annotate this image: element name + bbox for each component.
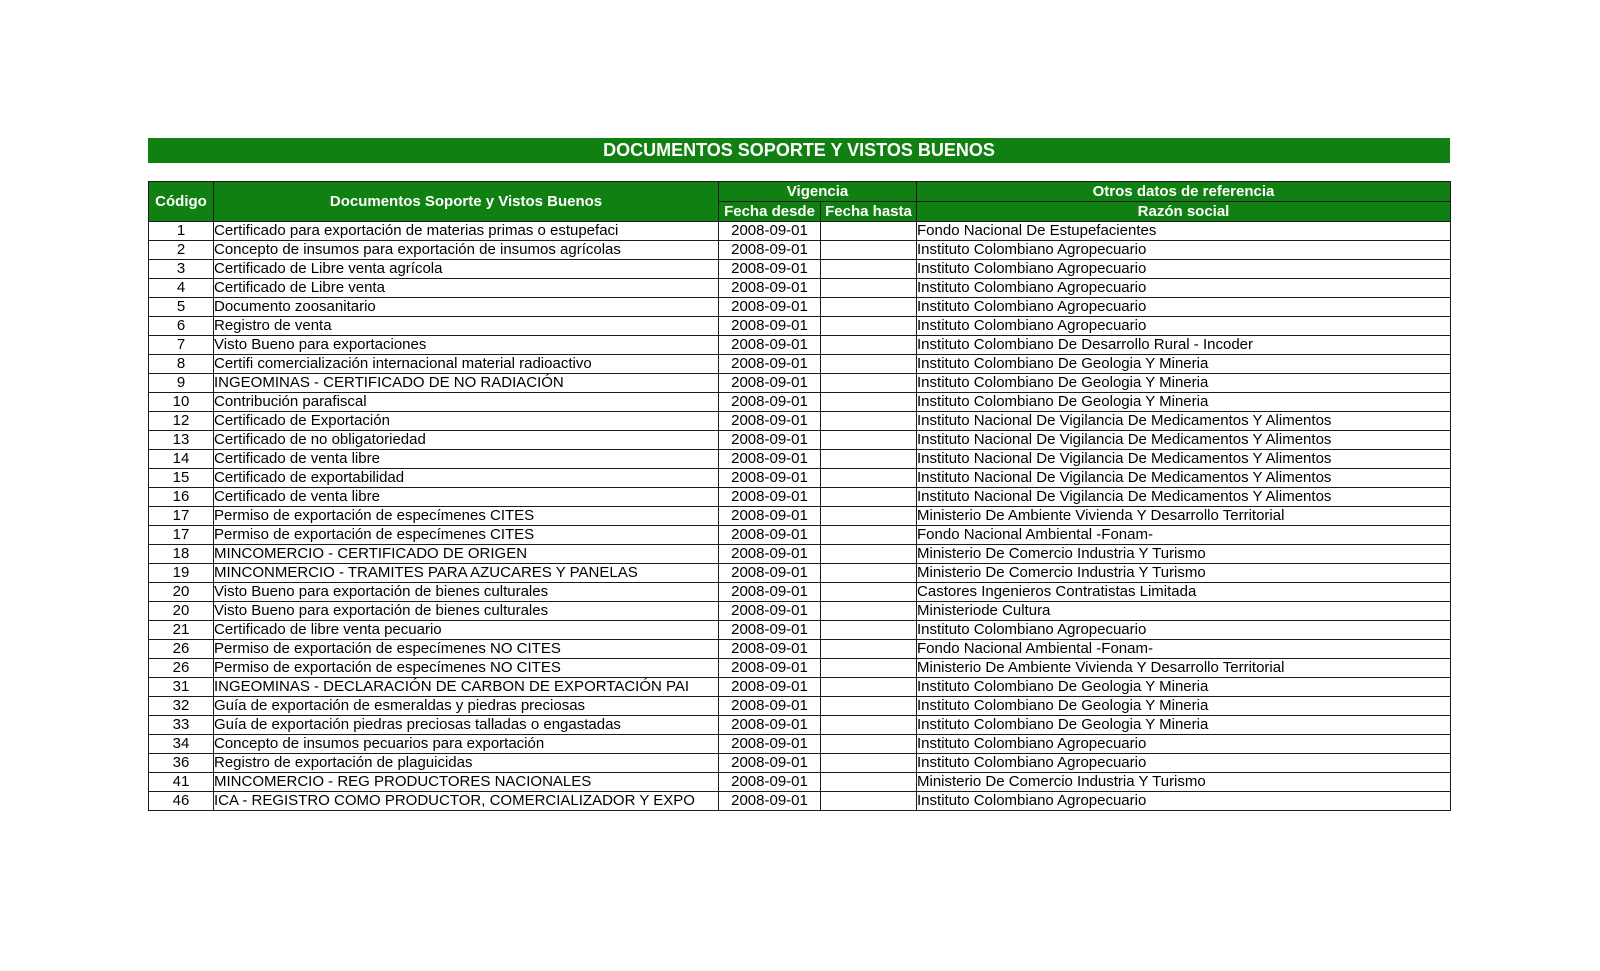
table-row (149, 697, 1451, 716)
cell-code: 15 (149, 469, 214, 488)
cell-document: Certificado de libre venta pecuario (214, 621, 719, 640)
table-row (149, 545, 1451, 564)
cell-fecha-hasta (821, 431, 917, 450)
cell-code: 5 (149, 298, 214, 317)
cell-fecha-hasta (821, 336, 917, 355)
cell-razon-social: Instituto Nacional De Vigilancia De Medicamentos Y Alimentos (917, 431, 1451, 450)
cell-razon-social: Instituto Colombiano De Geologia Y Mineria (917, 355, 1451, 374)
table-row (149, 621, 1451, 640)
cell-razon-social: Fondo Nacional Ambiental -Fonam- (917, 640, 1451, 659)
table-row (149, 393, 1451, 412)
cell-razon-social: Ministerio De Ambiente Vivienda Y Desarrollo Territorial (917, 507, 1451, 526)
cell-code: 2 (149, 241, 214, 260)
table-row (149, 716, 1451, 735)
cell-code: 6 (149, 317, 214, 336)
cell-code: 17 (149, 507, 214, 526)
cell-fecha-desde: 2008-09-01 (719, 431, 821, 450)
cell-document: Visto Bueno para exportación de bienes culturales (214, 583, 719, 602)
cell-code: 17 (149, 526, 214, 545)
cell-document: Guía de exportación piedras preciosas talladas o engastadas (214, 716, 719, 735)
cell-code: 32 (149, 697, 214, 716)
cell-razon-social: Instituto Colombiano De Geologia Y Mineria (917, 716, 1451, 735)
cell-document: Certificado de exportabilidad (214, 469, 719, 488)
table-row (149, 488, 1451, 507)
cell-razon-social: Instituto Colombiano Agropecuario (917, 298, 1451, 317)
cell-fecha-desde: 2008-09-01 (719, 583, 821, 602)
cell-code: 20 (149, 602, 214, 621)
cell-document: Registro de venta (214, 317, 719, 336)
cell-document: Permiso de exportación de especímenes NO CITES (214, 640, 719, 659)
cell-document: Concepto de insumos para exportación de insumos agrícolas (214, 241, 719, 260)
cell-document: Permiso de exportación de especímenes CITES (214, 526, 719, 545)
cell-fecha-hasta (821, 583, 917, 602)
cell-document: Certifi comercialización internacional material radioactivo (214, 355, 719, 374)
header-documents: Documentos Soporte y Vistos Buenos (214, 182, 719, 222)
cell-fecha-desde: 2008-09-01 (719, 735, 821, 754)
cell-code: 33 (149, 716, 214, 735)
header-vigencia: Vigencia (719, 182, 917, 202)
table-row (149, 241, 1451, 260)
table-row (149, 640, 1451, 659)
cell-code: 14 (149, 450, 214, 469)
cell-razon-social: Instituto Colombiano Agropecuario (917, 260, 1451, 279)
table-row (149, 507, 1451, 526)
cell-razon-social: Instituto Colombiano De Geologia Y Mineria (917, 374, 1451, 393)
table-header (149, 182, 1451, 222)
header-otros-datos: Otros datos de referencia (917, 182, 1451, 202)
cell-code: 13 (149, 431, 214, 450)
cell-document: Guía de exportación de esmeraldas y piedras preciosas (214, 697, 719, 716)
cell-razon-social: Instituto Colombiano Agropecuario (917, 279, 1451, 298)
cell-fecha-desde: 2008-09-01 (719, 754, 821, 773)
page-title: DOCUMENTOS SOPORTE Y VISTOS BUENOS (148, 138, 1450, 163)
cell-razon-social: Ministerio De Comercio Industria Y Turismo (917, 773, 1451, 792)
cell-code: 4 (149, 279, 214, 298)
cell-document: Certificado de Exportación (214, 412, 719, 431)
cell-fecha-desde: 2008-09-01 (719, 279, 821, 298)
table-row (149, 564, 1451, 583)
cell-fecha-hasta (821, 298, 917, 317)
cell-fecha-desde: 2008-09-01 (719, 526, 821, 545)
cell-fecha-hasta (821, 393, 917, 412)
cell-fecha-hasta (821, 469, 917, 488)
cell-document: Documento zoosanitario (214, 298, 719, 317)
table-row (149, 298, 1451, 317)
cell-razon-social: Instituto Colombiano Agropecuario (917, 317, 1451, 336)
cell-fecha-hasta (821, 773, 917, 792)
table-row (149, 260, 1451, 279)
table-row (149, 317, 1451, 336)
table-row (149, 336, 1451, 355)
cell-razon-social: Instituto Nacional De Vigilancia De Medicamentos Y Alimentos (917, 450, 1451, 469)
cell-razon-social: Instituto Colombiano Agropecuario (917, 792, 1451, 811)
cell-code: 20 (149, 583, 214, 602)
table-row (149, 374, 1451, 393)
cell-razon-social: Instituto Nacional De Vigilancia De Medicamentos Y Alimentos (917, 488, 1451, 507)
cell-document: Permiso de exportación de especímenes NO CITES (214, 659, 719, 678)
table-row (149, 754, 1451, 773)
cell-fecha-hasta (821, 792, 917, 811)
cell-document: Visto Bueno para exportación de bienes culturales (214, 602, 719, 621)
cell-document: INGEOMINAS - CERTIFICADO DE NO RADIACIÓN (214, 374, 719, 393)
cell-fecha-desde: 2008-09-01 (719, 678, 821, 697)
cell-razon-social: Instituto Nacional De Vigilancia De Medicamentos Y Alimentos (917, 412, 1451, 431)
table-row (149, 412, 1451, 431)
cell-code: 8 (149, 355, 214, 374)
cell-document: Certificado de Libre venta agrícola (214, 260, 719, 279)
cell-code: 46 (149, 792, 214, 811)
header-razon-social: Razón social (917, 202, 1451, 222)
cell-fecha-desde: 2008-09-01 (719, 374, 821, 393)
table-row (149, 526, 1451, 545)
cell-razon-social: Instituto Colombiano Agropecuario (917, 735, 1451, 754)
cell-document: Registro de exportación de plaguicidas (214, 754, 719, 773)
cell-code: 9 (149, 374, 214, 393)
cell-fecha-hasta (821, 716, 917, 735)
cell-document: Contribución parafiscal (214, 393, 719, 412)
table-row (149, 678, 1451, 697)
cell-fecha-hasta (821, 659, 917, 678)
table-row (149, 735, 1451, 754)
cell-fecha-desde: 2008-09-01 (719, 336, 821, 355)
cell-razon-social: Instituto Nacional De Vigilancia De Medicamentos Y Alimentos (917, 469, 1451, 488)
cell-fecha-desde: 2008-09-01 (719, 260, 821, 279)
cell-fecha-hasta (821, 412, 917, 431)
cell-razon-social: Instituto Colombiano Agropecuario (917, 241, 1451, 260)
cell-document: MINCONMERCIO - TRAMITES PARA AZUCARES Y PANELAS (214, 564, 719, 583)
cell-fecha-hasta (821, 602, 917, 621)
cell-fecha-desde: 2008-09-01 (719, 222, 821, 241)
cell-document: Certificado de Libre venta (214, 279, 719, 298)
cell-fecha-hasta (821, 507, 917, 526)
cell-fecha-hasta (821, 488, 917, 507)
cell-fecha-desde: 2008-09-01 (719, 716, 821, 735)
cell-fecha-hasta (821, 735, 917, 754)
cell-fecha-desde: 2008-09-01 (719, 241, 821, 260)
cell-document: INGEOMINAS - DECLARACIÓN DE CARBON DE EXPORTACIÓN PAI (214, 678, 719, 697)
cell-razon-social: Instituto Colombiano Agropecuario (917, 754, 1451, 773)
cell-fecha-hasta (821, 526, 917, 545)
table-row (149, 431, 1451, 450)
table-row (149, 279, 1451, 298)
cell-fecha-desde: 2008-09-01 (719, 298, 821, 317)
table-row (149, 773, 1451, 792)
cell-code: 31 (149, 678, 214, 697)
cell-fecha-desde: 2008-09-01 (719, 355, 821, 374)
cell-fecha-hasta (821, 260, 917, 279)
cell-razon-social: Instituto Colombiano Agropecuario (917, 621, 1451, 640)
cell-code: 12 (149, 412, 214, 431)
cell-fecha-hasta (821, 317, 917, 336)
cell-code: 3 (149, 260, 214, 279)
table-row (149, 450, 1451, 469)
cell-fecha-hasta (821, 754, 917, 773)
cell-fecha-hasta (821, 545, 917, 564)
cell-fecha-hasta (821, 374, 917, 393)
cell-razon-social: Ministerio De Comercio Industria Y Turismo (917, 564, 1451, 583)
cell-fecha-hasta (821, 279, 917, 298)
cell-fecha-desde: 2008-09-01 (719, 450, 821, 469)
cell-fecha-desde: 2008-09-01 (719, 659, 821, 678)
cell-fecha-hasta (821, 355, 917, 374)
header-fecha-hasta: Fecha hasta (821, 202, 917, 222)
cell-fecha-desde: 2008-09-01 (719, 621, 821, 640)
cell-document: Permiso de exportación de especímenes CITES (214, 507, 719, 526)
table-body (149, 222, 1451, 811)
cell-razon-social: Instituto Colombiano De Desarrollo Rural - Incoder (917, 336, 1451, 355)
cell-code: 26 (149, 659, 214, 678)
cell-fecha-desde: 2008-09-01 (719, 545, 821, 564)
table-row (149, 583, 1451, 602)
cell-document: Certificado de no obligatoriedad (214, 431, 719, 450)
cell-code: 19 (149, 564, 214, 583)
cell-razon-social: Instituto Colombiano De Geologia Y Mineria (917, 678, 1451, 697)
cell-document: Certificado de venta libre (214, 488, 719, 507)
cell-code: 34 (149, 735, 214, 754)
table-row (149, 659, 1451, 678)
cell-fecha-hasta (821, 564, 917, 583)
cell-document: Certificado para exportación de materias primas o estupefaci (214, 222, 719, 241)
cell-code: 1 (149, 222, 214, 241)
cell-code: 41 (149, 773, 214, 792)
cell-fecha-desde: 2008-09-01 (719, 773, 821, 792)
cell-fecha-hasta (821, 678, 917, 697)
cell-document: MINCOMERCIO - REG PRODUCTORES NACIONALES (214, 773, 719, 792)
cell-razon-social: Fondo Nacional De Estupefacientes (917, 222, 1451, 241)
cell-fecha-desde: 2008-09-01 (719, 488, 821, 507)
cell-fecha-hasta (821, 621, 917, 640)
cell-code: 18 (149, 545, 214, 564)
cell-razon-social: Ministeriode Cultura (917, 602, 1451, 621)
document-sheet (148, 138, 1450, 811)
cell-fecha-desde: 2008-09-01 (719, 412, 821, 431)
cell-fecha-desde: 2008-09-01 (719, 507, 821, 526)
cell-fecha-hasta (821, 640, 917, 659)
cell-razon-social: Instituto Colombiano De Geologia Y Mineria (917, 393, 1451, 412)
cell-fecha-hasta (821, 241, 917, 260)
cell-razon-social: Fondo Nacional Ambiental -Fonam- (917, 526, 1451, 545)
cell-code: 7 (149, 336, 214, 355)
documents-table (148, 181, 1451, 811)
cell-code: 26 (149, 640, 214, 659)
cell-razon-social: Ministerio De Ambiente Vivienda Y Desarrollo Territorial (917, 659, 1451, 678)
cell-fecha-desde: 2008-09-01 (719, 317, 821, 336)
table-row (149, 355, 1451, 374)
cell-fecha-desde: 2008-09-01 (719, 697, 821, 716)
cell-document: Concepto de insumos pecuarios para exportación (214, 735, 719, 754)
cell-code: 36 (149, 754, 214, 773)
cell-fecha-desde: 2008-09-01 (719, 792, 821, 811)
table-row (149, 469, 1451, 488)
cell-fecha-hasta (821, 222, 917, 241)
cell-document: ICA - REGISTRO COMO PRODUCTOR, COMERCIALIZADOR Y EXPO (214, 792, 719, 811)
cell-code: 16 (149, 488, 214, 507)
cell-fecha-hasta (821, 450, 917, 469)
cell-document: MINCOMERCIO - CERTIFICADO DE ORIGEN (214, 545, 719, 564)
cell-fecha-desde: 2008-09-01 (719, 393, 821, 412)
table-row (149, 222, 1451, 241)
cell-fecha-desde: 2008-09-01 (719, 602, 821, 621)
cell-code: 21 (149, 621, 214, 640)
cell-fecha-desde: 2008-09-01 (719, 640, 821, 659)
cell-document: Visto Bueno para exportaciones (214, 336, 719, 355)
header-fecha-desde: Fecha desde (719, 202, 821, 222)
cell-fecha-hasta (821, 697, 917, 716)
table-row (149, 602, 1451, 621)
cell-code: 10 (149, 393, 214, 412)
header-row-top (149, 182, 1451, 202)
cell-razon-social: Castores Ingenieros Contratistas Limitada (917, 583, 1451, 602)
cell-fecha-desde: 2008-09-01 (719, 469, 821, 488)
cell-razon-social: Ministerio De Comercio Industria Y Turismo (917, 545, 1451, 564)
cell-razon-social: Instituto Colombiano De Geologia Y Mineria (917, 697, 1451, 716)
cell-document: Certificado de venta libre (214, 450, 719, 469)
table-row (149, 792, 1451, 811)
header-code: Código (149, 182, 214, 222)
cell-fecha-desde: 2008-09-01 (719, 564, 821, 583)
